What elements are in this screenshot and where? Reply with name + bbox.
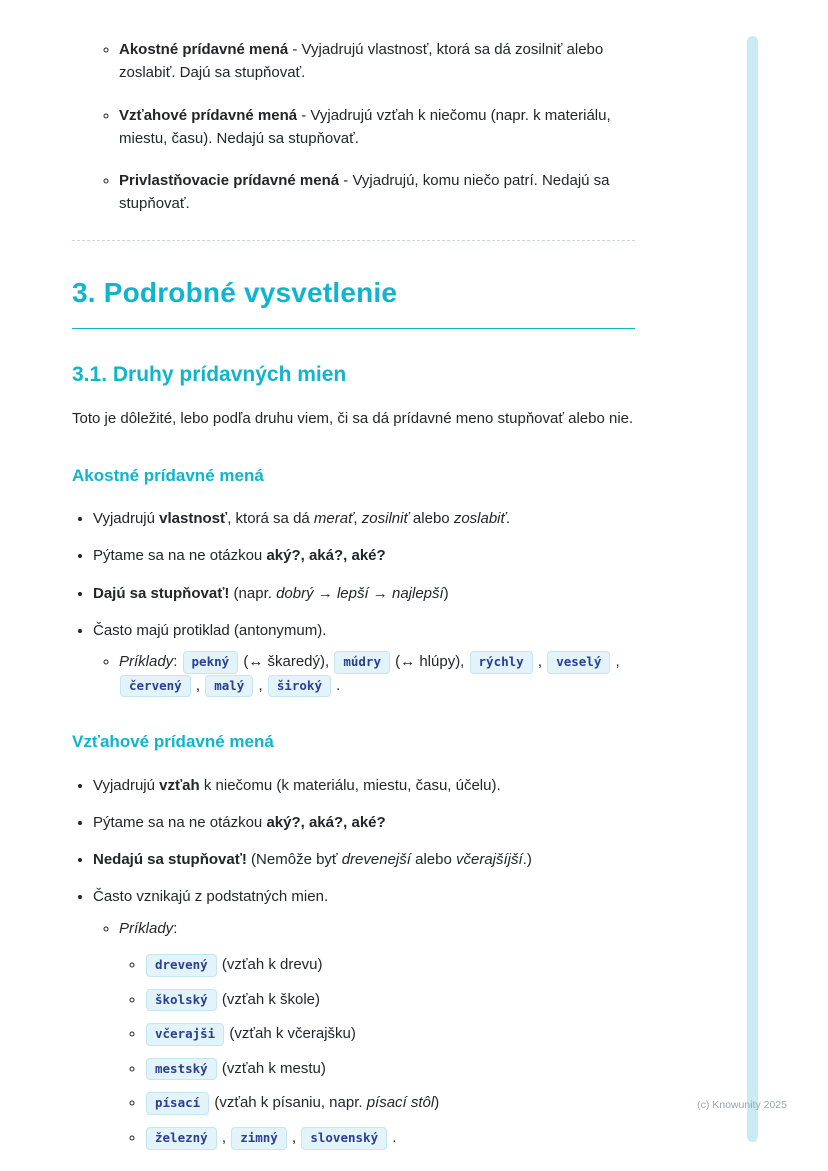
text-run: (vzťah k mestu) — [217, 1059, 326, 1077]
text-run: merať — [313, 510, 354, 528]
text-run: k niečomu (k materiálu, miestu, času, účelu). — [199, 776, 501, 794]
list-item — [119, 104, 635, 151]
text-run: alebo — [410, 851, 456, 869]
text-run: Vyjadrujú — [93, 776, 160, 794]
code-chip: zimný — [231, 1127, 287, 1150]
text-run: aký?, aká?, aké? — [266, 547, 386, 565]
list-item — [93, 811, 635, 834]
document-content — [72, 0, 635, 1150]
list-item — [119, 917, 635, 1150]
code-chip: slovenský — [301, 1127, 387, 1150]
list-item-text — [93, 510, 510, 527]
text-run: Nedajú sa stupňovať! — [93, 851, 247, 869]
akostne-examples-list — [93, 650, 635, 697]
code-chip: rýchly — [470, 651, 533, 674]
text-run: aký?, aká?, aké? — [266, 813, 386, 831]
text-run: , — [217, 1129, 231, 1146]
text-run: (Nemôže byť — [246, 851, 342, 869]
code-chip: široký — [268, 675, 331, 698]
text-run: , — [533, 653, 547, 671]
code-chip: železný — [146, 1127, 217, 1150]
text-run: (vzťah k písaniu, napr. — [210, 1094, 367, 1112]
vztahove-examples-list — [119, 953, 635, 1150]
list-item — [119, 650, 635, 697]
text-run: , — [611, 653, 620, 671]
list-item-text — [119, 41, 603, 81]
text-run: vlastnosť — [159, 510, 228, 528]
text-run: Často majú protiklad (antonymum). — [93, 621, 327, 639]
text-run: (vzťah k včerajšku) — [225, 1025, 356, 1043]
text-run: alebo — [408, 510, 454, 528]
list-item-text — [119, 172, 610, 212]
text-run: písací stôl — [366, 1094, 435, 1112]
text-run: zosilniť — [361, 510, 409, 528]
text-run: .) — [522, 851, 532, 869]
text-run: včerajšíjší — [455, 851, 523, 869]
list-item — [145, 1057, 635, 1081]
text-run: vzťah — [159, 776, 200, 794]
vztahove-heading: Vzťahové prídavné mená — [72, 732, 274, 752]
list-item — [145, 988, 635, 1012]
list-item-text — [93, 888, 328, 905]
code-chip: múdry — [334, 651, 390, 674]
list-item-text — [145, 991, 320, 1008]
list-item — [119, 38, 635, 85]
code-chip: včerajši — [146, 1023, 224, 1046]
list-item — [93, 848, 635, 871]
text-run: Dajú sa stupňovať! — [93, 584, 230, 602]
code-chip: červený — [120, 675, 191, 698]
list-item-text — [145, 956, 323, 973]
list-item — [93, 582, 635, 605]
text-run: ) — [443, 584, 449, 602]
list-item — [145, 1091, 635, 1115]
code-chip: veselý — [547, 651, 610, 674]
list-item — [119, 169, 635, 216]
text-run: - Vyjadrujú vzťah k niečomu (napr. k materiálu, miestu, času). Nedajú sa stupňovať. — [119, 106, 611, 147]
intro-list — [72, 38, 635, 216]
footer-copyright: (c) Knowunity 2025 — [697, 1099, 787, 1111]
list-item-text — [145, 1129, 396, 1146]
text-run: Vyjadrujú — [93, 510, 160, 528]
text-run: . — [331, 676, 341, 694]
text-run: ) — [434, 1094, 440, 1112]
list-item-text — [93, 622, 326, 639]
list-item-text — [119, 107, 611, 147]
text-run: , — [287, 1129, 301, 1146]
code-chip: drevený — [146, 954, 217, 977]
akostne-heading: Akostné prídavné mená — [72, 465, 264, 485]
text-run: - Vyjadrujú, komu niečo patrí. Nedajú sa stupňovať. — [119, 172, 610, 213]
text-run: zoslabiť — [453, 510, 506, 528]
list-item-text — [119, 653, 620, 694]
text-run: Príklady — [119, 919, 174, 937]
list-item-text — [145, 1060, 326, 1077]
list-item-text — [93, 585, 449, 602]
code-chip: písací — [146, 1092, 209, 1115]
text-run: , — [353, 510, 362, 528]
text-run: dobrý → lepší → najlepší — [276, 584, 444, 602]
text-run: (↔ hlúpy), — [391, 653, 469, 671]
list-item-text — [93, 777, 501, 794]
text-run: . — [388, 1129, 397, 1146]
section-divider — [72, 240, 635, 241]
text-run: (↔ škaredý), — [239, 653, 334, 671]
list-item-text — [145, 1025, 356, 1042]
lead-paragraph: Toto je dôležité, lebo podľa druhu viem, či sa dá prídavné meno stupňovať alebo nie. — [72, 410, 634, 428]
list-item-text — [145, 1094, 439, 1111]
text-run: (napr. — [229, 584, 277, 602]
text-run: , ktorá sa dá — [227, 510, 314, 528]
text-run: Akostné prídavné mená — [119, 41, 289, 58]
text-run: : — [173, 653, 182, 671]
text-run: , — [254, 676, 267, 694]
list-item — [93, 774, 635, 797]
list-item — [145, 953, 635, 977]
text-run: Privlastňovacie prídavné mená — [119, 172, 340, 189]
text-run: drevenejší — [341, 851, 411, 869]
akostne-list — [72, 507, 635, 697]
list-item — [93, 885, 635, 1149]
code-chip: pekný — [183, 651, 239, 674]
text-run: : — [173, 919, 178, 937]
text-run: Pýtame sa na ne otázkou — [93, 813, 267, 831]
list-item — [93, 507, 635, 530]
vztahove-list — [72, 774, 635, 1150]
page-edge-bar — [747, 36, 758, 1142]
list-item — [93, 619, 635, 698]
text-run: Pýtame sa na ne otázkou — [93, 547, 267, 565]
list-item — [93, 544, 635, 567]
code-chip: mestský — [146, 1058, 217, 1081]
text-run: (vzťah k drevu) — [217, 955, 323, 973]
section-heading: 3. Podrobné vysvetlenie — [72, 271, 635, 329]
text-run: (vzťah k škole) — [217, 990, 321, 1008]
list-item-text — [119, 920, 177, 937]
list-item-text — [93, 851, 532, 868]
list-item — [145, 1022, 635, 1046]
text-run: Príklady — [119, 653, 174, 671]
code-chip: malý — [205, 675, 253, 698]
list-item-text — [93, 547, 386, 564]
text-run: , — [191, 676, 205, 694]
list-item-text — [93, 814, 386, 831]
vztahove-examples-label-list — [93, 917, 635, 1150]
code-chip: školský — [146, 989, 217, 1012]
text-run: Často vznikajú z podstatných mien. — [93, 888, 329, 906]
text-run: Vzťahové prídavné mená — [119, 106, 298, 124]
subsection-heading: 3.1. Druhy prídavných mien — [72, 362, 347, 386]
list-item — [145, 1126, 635, 1150]
text-run: . — [505, 510, 510, 528]
text-run: - Vyjadrujú vlastnosť, ktorá sa dá zosilniť alebo zoslabiť. Dajú sa stupňovať. — [119, 41, 604, 82]
